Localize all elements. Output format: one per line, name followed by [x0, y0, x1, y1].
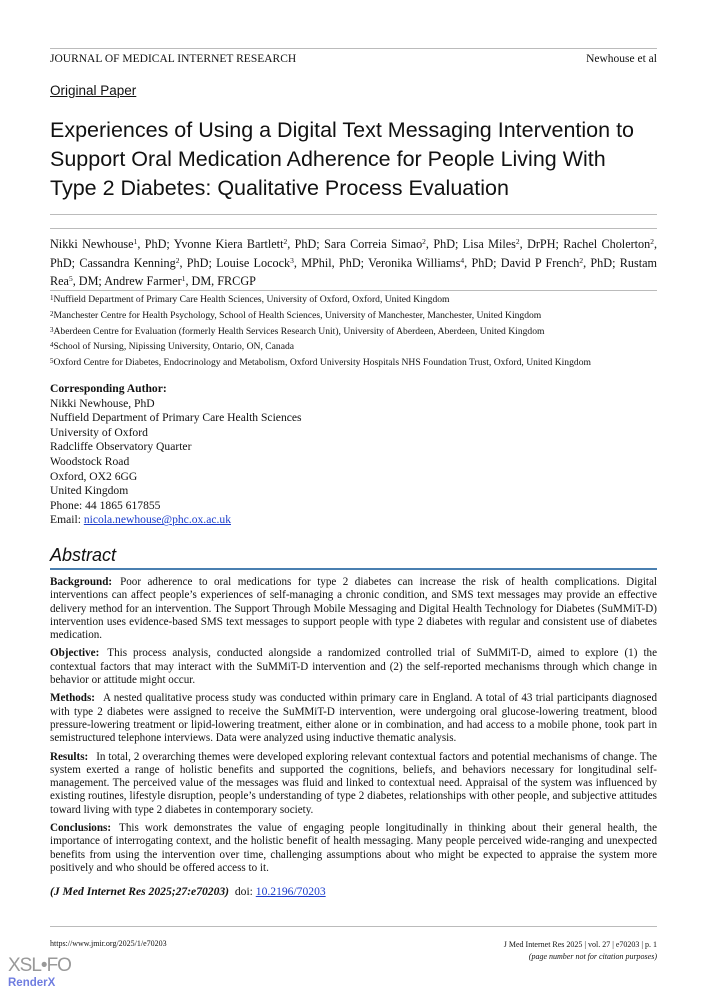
author-name: Cassandra Kenning	[79, 255, 176, 270]
paper-title: Experiences of Using a Digital Text Messaging Intervention to Support Oral Medication Adherence for People Living With Type 2 Diabetes: Qualitative Process Evaluation	[50, 118, 634, 200]
footer-note: (page number not for citation purposes)	[528, 952, 657, 961]
author	[501, 256, 620, 270]
author	[324, 237, 463, 251]
affiliation-number: 1	[50, 294, 54, 302]
affiliation-text: Aberdeen Centre for Evaluation (formerly Health Services Research Unit), University of Aberdeen, Aberdeen, United Kingdom	[53, 325, 545, 337]
journal-name: JOURNAL OF MEDICAL INTERNET RESEARCH	[50, 53, 297, 65]
corresponding-line: University of Oxford	[50, 425, 148, 439]
author-affiliation-number: 2	[650, 237, 654, 246]
affiliation	[50, 308, 657, 324]
abstract-rule	[50, 568, 657, 570]
author-name: Lisa Miles	[462, 237, 516, 251]
header-rule	[50, 48, 657, 49]
author	[174, 237, 324, 251]
corresponding-heading: Corresponding Author:	[50, 382, 167, 395]
footer-rule	[50, 926, 657, 927]
abstract-heading: Abstract	[50, 545, 117, 565]
author-name: Rustam Rea	[50, 255, 657, 288]
email-label: Email:	[50, 513, 84, 527]
corresponding-line: United Kingdom	[50, 484, 129, 498]
section-text: This process analysis, conducted alongside a randomized controlled trial of SuMMiT-D, aimed to explore (1) the contextual factors that may interact with the SuMMiT-D intervention and (2) the self-reported mechanisms through which change in behavior or attitude might occur.	[50, 647, 657, 687]
affiliation-list	[50, 292, 657, 371]
affiliation-text: Nuffield Department of Primary Care Health Sciences, University of Oxford, Oxford, United Kingdom	[53, 294, 450, 305]
author-degree: , PhD;	[137, 237, 174, 251]
corresponding-line: Nikki Newhouse, PhD	[50, 396, 155, 410]
author	[79, 256, 216, 270]
citation-ref: (J Med Internet Res 2025;27:e70203)	[50, 885, 230, 899]
affiliation-number: 2	[50, 309, 54, 318]
author	[216, 256, 368, 270]
author-degree: , PhD;	[50, 237, 658, 270]
author-degree: , PhD;	[179, 255, 217, 270]
author-degree: , PhD;	[425, 237, 463, 251]
running-author: Newhouse et al	[586, 53, 657, 65]
email-link[interactable]: nicola.newhouse@phc.ox.ac.uk	[83, 513, 231, 527]
logo-top: XSL•FO	[8, 955, 71, 976]
section-label: Results:	[50, 750, 89, 763]
corresponding-author	[50, 382, 657, 528]
abstract-section	[50, 822, 657, 875]
email-line	[50, 513, 657, 528]
author	[368, 256, 501, 270]
author-degree: , DM, FRCGP	[185, 274, 256, 288]
author-affiliation-number: 1	[133, 237, 138, 246]
author	[463, 237, 564, 251]
author-name: Nikki Newhouse	[50, 237, 134, 251]
section-label: Objective:	[50, 647, 100, 660]
corresponding-line: Nuffield Department of Primary Care Health Sciences	[50, 411, 302, 425]
abstract-body	[50, 576, 657, 875]
author	[104, 274, 256, 288]
affiliation	[50, 324, 657, 340]
affiliation-text: Oxford Centre for Diabetes, Endocrinology and Metabolism, Oxford University Hospitals NHS Foundation Trust, Oxford, United Kingdom	[53, 357, 591, 369]
section-text: In total, 2 overarching themes were developed exploring relevant contextual factors and potential mechanisms of change. The system exerted a range of holistic benefits and supported the cognitions, beliefs, and behaviors necessary for longitudinal self-management. The perceived value of the messages was fluid and linked to contextual need. Appraisal of the system was influenced by existing routines, lifestyle disruption, people’s understanding of type 2 diabetes, relationships with other people, and subjective attitudes toward living with type 2 diabetes in contemporary society.	[50, 750, 657, 816]
author-name: Rachel Cholerton	[563, 237, 651, 251]
title-rule-1	[50, 214, 657, 215]
section-text: This work demonstrates the value of engaging people longitudinally in thinking about their general health, the importance of interrogating context, and the holistic benefit of health messaging. Many people perceived wide-ranging and unexpected benefits from using the intervention over time, challenging assumptions about who might be expected to appraise the system more positively and who should be offered access to it.	[50, 822, 657, 874]
section-label: Conclusions:	[50, 822, 112, 835]
footer-url: https://www.jmir.org/2025/1/e70203	[50, 939, 167, 948]
author	[50, 237, 174, 251]
author-affiliation-number: 3	[290, 255, 294, 265]
abstract-section	[50, 647, 657, 687]
author-affiliation-number: 2	[515, 237, 520, 246]
author-affiliation-number: 2	[175, 255, 180, 265]
author-name: Veronika Williams	[368, 255, 461, 270]
author-degree: , PhD;	[287, 237, 325, 251]
author-degree: , PhD;	[464, 255, 501, 270]
renderx-logo	[8, 955, 71, 989]
author-name: David P French	[500, 255, 580, 270]
corresponding-line: Phone: 44 1865 617855	[50, 498, 161, 512]
affiliation-number: 4	[50, 341, 54, 350]
corresponding-line: Woodstock Road	[50, 454, 130, 468]
author-affiliation-number: 2	[283, 237, 288, 246]
author-degree: , DrPH;	[519, 237, 564, 251]
author-degree: , MPhil, PhD;	[293, 255, 369, 270]
affiliation-text: Manchester Centre for Health Psychology, School of Health Sciences, University of Manchester, Manchester, United Kingdom	[53, 309, 542, 321]
author-affiliation-number: 2	[579, 255, 584, 265]
abstract-section	[50, 751, 657, 817]
logo-bottom: RenderX	[8, 977, 56, 989]
author-name: Louise Locock	[216, 255, 291, 270]
author-name: Sara Correia Simao	[324, 237, 423, 251]
affiliation-number: 5	[50, 357, 54, 366]
affiliation	[50, 355, 657, 371]
affiliation	[50, 339, 657, 355]
citation	[50, 885, 657, 899]
author-affiliation-number: 5	[68, 274, 73, 283]
section-text: Poor adherence to oral medications for type 2 diabetes can increase the risk of health complications. Digital interventions can affect people’s experiences of self-managing a chronic condition, and SMS text messages may provide an effective delivery method for an intervention. The Support Through Mobile Messaging and Digital Health Technology for Diabetes (SuMMiT-D) intervention uses evidence-based SMS text messages to support people with type 2 diabetes with regular and consistent use of diabetes medication.	[50, 576, 657, 642]
author-rule	[50, 290, 657, 291]
author-affiliation-number: 2	[422, 237, 426, 246]
affiliation-number: 3	[50, 325, 54, 334]
doi-label: doi:	[234, 885, 256, 899]
section-label: Background:	[50, 576, 113, 588]
corresponding-line: Oxford, OX2 6GG	[50, 469, 138, 483]
author-degree: , PhD;	[583, 255, 620, 270]
affiliation	[50, 292, 657, 308]
author-name: Yvonne Kiera Bartlett	[173, 237, 284, 251]
section-text: A nested qualitative process study was conducted within primary care in England. A total of 43 trial participants diagnosed with type 2 diabetes were assigned to receive the SuMMiT-D intervention, were undergoing oral glucose-lowering treatment, blood pressure-lowering treatment or lipid-lowering treatment, either alone or in combination, and had access to a mobile phone, took part in semistructured telephone interviews. Data were analyzed using inductive thematic analysis.	[50, 692, 657, 745]
footer-info	[504, 939, 657, 963]
abstract-section	[50, 576, 657, 642]
author-degree: , DM;	[72, 274, 105, 288]
abstract-container	[50, 576, 657, 899]
author-affiliation-number: 1	[181, 274, 186, 283]
doi-link[interactable]: 10.2196/70203	[255, 885, 326, 899]
author-name: Andrew Farmer	[104, 274, 182, 288]
title-rule-2	[50, 228, 657, 229]
running-header	[50, 53, 657, 65]
paper-type: Original Paper	[50, 83, 137, 98]
footer-citation: J Med Internet Res 2025 | vol. 27 | e70203 | p. 1	[503, 940, 657, 949]
abstract-section	[50, 692, 657, 745]
corresponding-line: Radcliffe Observatory Quarter	[50, 440, 192, 454]
section-label: Methods:	[50, 692, 95, 705]
author-affiliation-number: 4	[460, 255, 465, 265]
author-list	[50, 235, 657, 291]
affiliation-text: School of Nursing, Nipissing University, Ontario, ON, Canada	[53, 341, 295, 353]
